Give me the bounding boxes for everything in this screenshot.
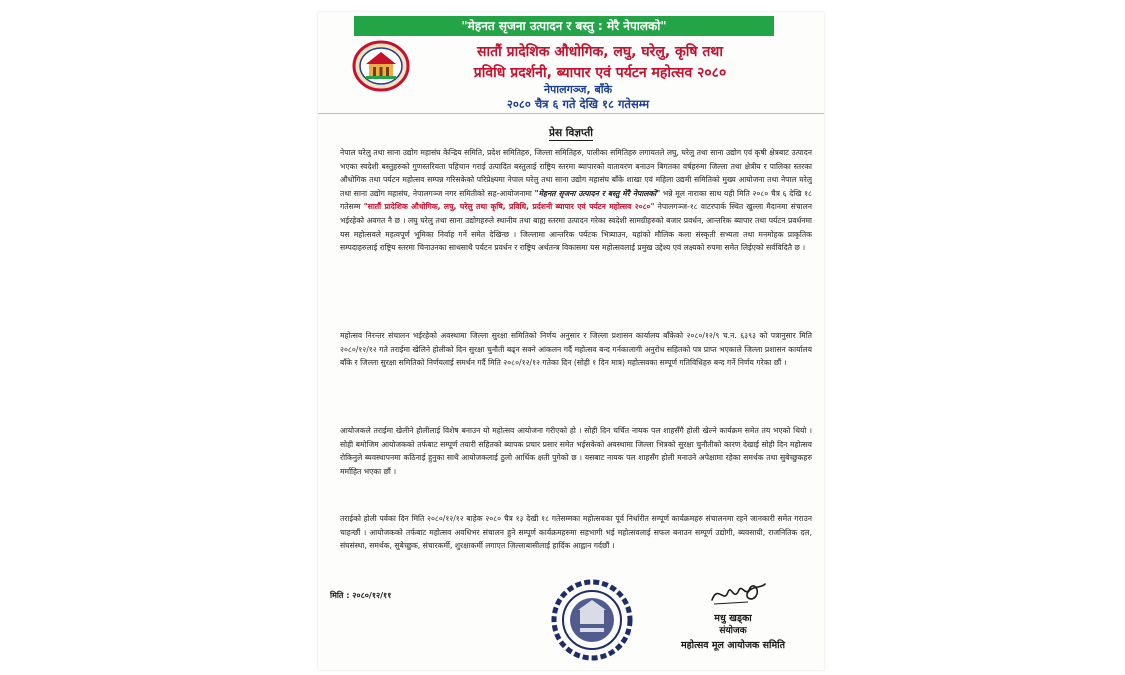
- press-release-page: [318, 12, 824, 670]
- signature-icon: [708, 578, 768, 608]
- fair-emblem-icon: [352, 40, 410, 92]
- event-location: नेपालगञ्ज, बाँके: [543, 83, 613, 96]
- signatory-organization: महोत्सव मूल आयोजक समिति: [680, 640, 786, 651]
- signatory-name: मधु खड्का: [714, 613, 752, 624]
- signatory-role: संयोजक: [719, 626, 747, 636]
- paragraph-2: महोत्सव निरन्तर संचालन भईरहेको अवस्थामा जिल्ला सुरक्षा समितिको निर्णय अनुसार र जिल्ला प्रशासन कार्यालय बाँकेको २०८०/१२/९ च.न. ६३९३ को पत्रानुसार मिति २०८०/१२/१२ गते तराईमा खेलिने होलीको दिन सुरक्षा चुनौती बढ्न सक्ने आंकलन गर्दै महोत्सव बन्द गर्नकालागी अनुरोध सहितको पत्र प्राप्त भएकाले जिल्ला प्रशासन कार्यालय बाँके र जिल्ला सुरक्षा समितिको निर्णयलाई समर्थन गर्दै मिति २०८०/१२/१२ गतेका दिन (सोही १ दिन मात्र) महोत्सवका सम्पूर्ण गतिविधिहरु बन्द गर्ने निर्णय गरेका छौं ।: [340, 331, 812, 368]
- paragraph-1-slogan: "मेहनत सृजना उत्पादन र बस्तु मेरै नेपालको": [534, 188, 661, 198]
- paragraph-3: आयोजकले तराईमा खेलीने होलीलाई विशेष बनाउन यो महोत्सव आयोजना गरीएको हो । सोही दिन चर्चित नायक पल शाहसँगै होली खेल्ने कार्यक्रम समेत तय भएको थियो । सोही बमोजिम आयोजकको तर्फबाट सम्पूर्ण तयारी सहितको ब्यापक प्रचार प्रसार समेत भईसकेको अवस्थामा जिल्ला भित्रको सुरक्षा चुनौतीको कारण देखाई सोही दिन महोत्सव रोकिनुले ब्यवस्थापनमा कठिनाई हुनुका साथै आयोजकलाई ठुलो आर्थिक क्षती पुगेको छ । यसबाट नायक पल शाहसँग होली मनाउने अपेक्षामा रहेका समर्थक तथा सुबेच्छुकहरु मर्माहित भएका छौं ।: [340, 426, 812, 476]
- paragraph-1-intro: नेपाल घरेलु तथा साना उद्योग महासंघ केन्द्रिय समिति, प्रदेश समितिहरु, जिल्ला समितिहरु, पालीका समितिहरु लगायतले लघु, घरेलु तथा साना उद्योग एवं कृषी क्षेत्रबाट उत्पादन भएका स्वदेशी बस्तुहरुको गुणस्तरियता पहिचान गराई उत्पादित बस्तुलाई राष्ट्रिय स्तरमा ब्यापारको वातावरण बनाउन बिगतका वर्षहरुमा जिल्ला तथा क्षेत्रीय र पालिका स्तरका औधोगिक तथा पर्यटन महोत्सव सम्पन्न गरिसकेको परिप्रेक्ष्यमा नेपाल घरेलु तथा साना उद्योग महासंघ बाँके शाखा एवं महिला उद्यमी समितिको मुख्य आयोजना तथा नेपाल घरेलु तथा साना उद्योग महासंघ, नेपालगञ्ज नगर समितीको सह-आयोजनामा: [340, 148, 812, 198]
- paragraph-1-rest: नेपालगञ्ज-१८ वाटरपार्क स्थित खुल्ला मैदानमा संचालन भईरहेको अवगत नै छ । लघु घरेलु तथा साना उद्योगहरुले स्थानीय तथा बाह्य स्तरमा उत्पादन गरेका स्वदेशी सामग्रीहरुको बजार प्रवर्धन, आन्तरिक ब्यापार तथा पर्यटन प्रवर्धनमा यस महोत्सवले महत्वपूर्ण भूमिका निर्वाह गर्ने समेत देखिन्छ । जिल्लामा आन्तरिक पर्यटक भित्र्याउन, यहांको मौलिक कला संस्कृती सभ्यता तथा मनमोहक प्राकृतिक सम्पदाहरुलाई राष्ट्रिय स्तरमा चिनाउनका साथसाथै पर्यटन प्रवर्धन र राष्ट्रिय अर्थतन्त्र विकासमा यस महोत्सवलाई प्रमुख उद्देश्य एवं लक्ष्यको रुपमा समेत लिईएको सर्वविदितै छ ।: [340, 202, 812, 253]
- press-release-title-text: प्रेस विज्ञप्ती: [549, 127, 593, 139]
- press-release-title: [318, 126, 824, 140]
- event-title-line-1: सातौं प्रादेशिक औधोगिक, लघु, घरेलु, कृषि तथा: [477, 44, 723, 60]
- official-stamp-icon: [550, 578, 634, 662]
- paragraph-1-middle: भन्ने मूल नाराका साथ यही मिति २०८० चैत्र ६ देखि १८ गतेसम्म: [340, 188, 812, 212]
- paragraph-1-event-name: "सातौं प्रादेशिक औधोगिक, लघु, घरेलु तथा कृषि, प्रविधि, प्रर्दशनी ब्यापार एवं पर्यटन महोत्सव २०८०": [363, 202, 655, 212]
- slogan-banner: "मेहनत सृजना उत्पादन र बस्तु : मेरै नेपालको": [354, 16, 774, 36]
- release-date: मिति : २०८०/१२/११: [330, 591, 392, 600]
- paragraph-4: तराईको होली पर्वका दिन मिति २०८०/१२/१२ बाहेक २०८० चैत्र १३ देखी १८ गतेसम्मका महोत्सवका पूर्व निर्धारीत सम्पूर्ण कार्यक्रमहरु संचालनमा रहने जानकारी समेत गराउन चाहन्छौं । आयोजकको तर्फबाट महोत्सव अवधिभर संचालन हुने सम्पूर्ण कार्यक्रमहरुमा सहभागी भई महोत्सवलाई सफल बनाउन सम्पूर्ण उद्योगी, ब्यवसायी, राजनितिक दल, संघसंस्था, समर्थक, सुबेच्छुक, संचारकर्मी, शुरक्षाकर्मी लगाएत जिल्लाबासीलाई हार्दिक आह्वान गर्दछौं ।: [340, 514, 812, 551]
- event-dates: २०८० चैत्र ६ गते देखि १८ गतेसम्म: [506, 97, 650, 111]
- paragraph-1: [340, 146, 812, 318]
- header-divider: [318, 113, 824, 114]
- signatory-block: [658, 612, 808, 653]
- event-title-line-2: प्रविधि प्रदर्शनी, ब्यापार एवं पर्यटन महोत्सव २०८०: [473, 65, 727, 81]
